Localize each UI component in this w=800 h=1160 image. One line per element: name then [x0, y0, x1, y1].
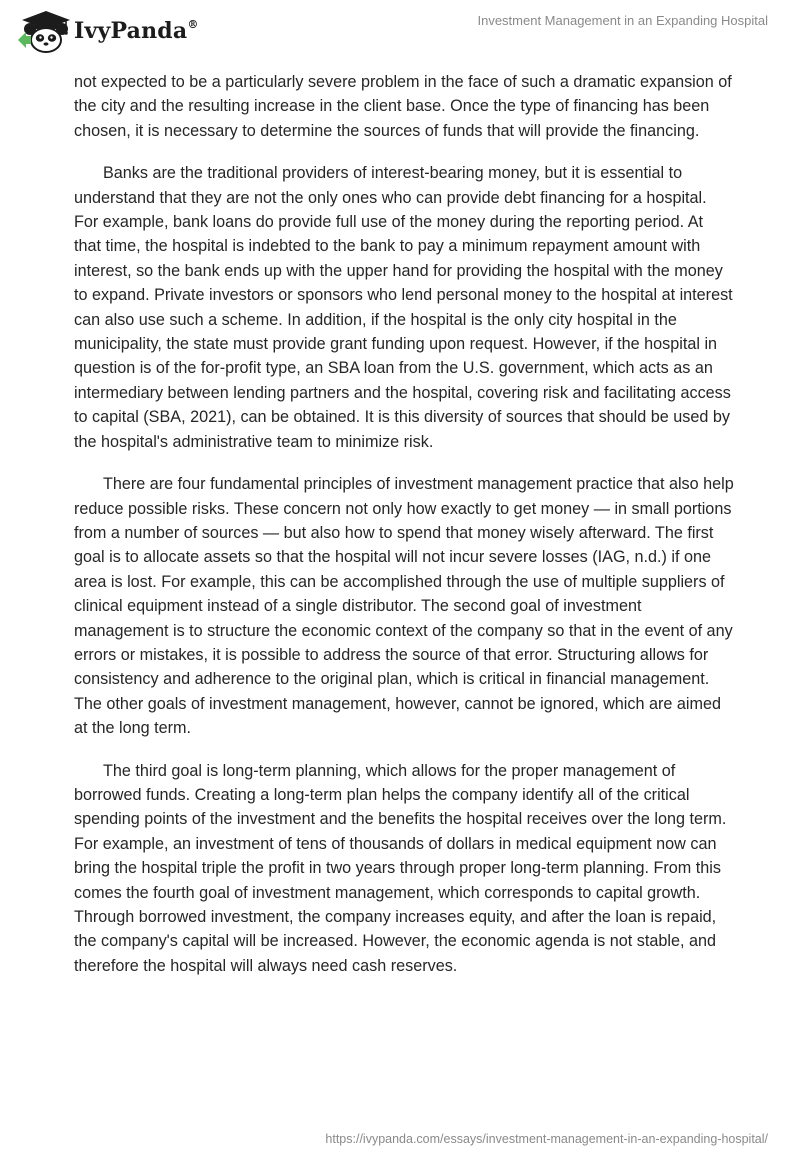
essay-body: [74, 70, 734, 996]
paragraph: not expected to be a particularly severe problem in the face of such a dramatic expansion of the city and the resulting increase in the client base. Once the type of financing has been chosen, it is necessary to determine the sources of funds that will provide the financing.: [74, 73, 732, 140]
page-header: [0, 0, 800, 70]
footer-url-link[interactable]: https://ivypanda.com/essays/investment-management-in-an-expanding-hospital/: [325, 1132, 768, 1146]
document-title: Investment Management in an Expanding Hospital: [477, 13, 768, 28]
panda-graduate-icon: [14, 8, 72, 54]
paragraph: Banks are the traditional providers of interest-bearing money, but it is essential to understand that they are not the only ones who can provide debt financing for a hospital. For example, bank loans do provide full use of the money during the reporting period. At that time, the hospital is indebted to the bank to pay a minimum repayment amount with interest, so the bank ends up with the upper hand for providing the hospital with the money to expand. Private investors or sponsors who lend personal money to the hospital at interest can also use such a scheme. In addition, if the hospital is the only city hospital in the municipality, the state must provide grant funding upon request. However, if the hospital in question is of the for-profit type, an SBA loan from the U.S. government, which acts as an intermediary between lending partners and the hospital, covering risk and facilitating access to capital (SBA, 2021), can be obtained. It is this diversity of sources that should be used by the hospital's administrative team to minimize risk.: [74, 164, 733, 451]
brand-name: IvyPanda®: [74, 17, 199, 44]
paragraph: The third goal is long-term planning, which allows for the proper management of borrowed funds. Creating a long-term plan helps the company identify all of the critical spending points of the investment and the benefits the hospital receives over the long term. For example, an investment of tens of thousands of dollars in medical equipment now can bring the hospital triple the profit in two years through proper long-term planning. From this comes the fourth goal of investment management, which corresponds to capital growth. Through borrowed investment, the company increases equity, and after the loan is repaid, the company's capital will be increased. However, the economic agenda is not stable, and therefore the hospital will always need cash reserves.: [74, 761, 727, 975]
paragraph: There are four fundamental principles of investment management practice that also help reduce possible risks. These concern not only how exactly to get money — in small portions from a number of sources — but also how to spend that money wisely afterward. The first goal is to allocate assets so that the hospital will not incur severe losses (IAG, n.d.) if one area is lost. For example, this can be accomplished through the use of multiple suppliers of clinical equipment instead of a single distributor. The second goal of investment management is to structure the economic context of the company so that in the event of any errors or mistakes, it is possible to address the source of that error. Structuring allows for consistency and adherence to the original plan, which is critical in financial management. The other goals of investment management, however, cannot be ignored, which are aimed at the long term.: [74, 475, 734, 738]
ivypanda-logo[interactable]: [14, 8, 199, 54]
